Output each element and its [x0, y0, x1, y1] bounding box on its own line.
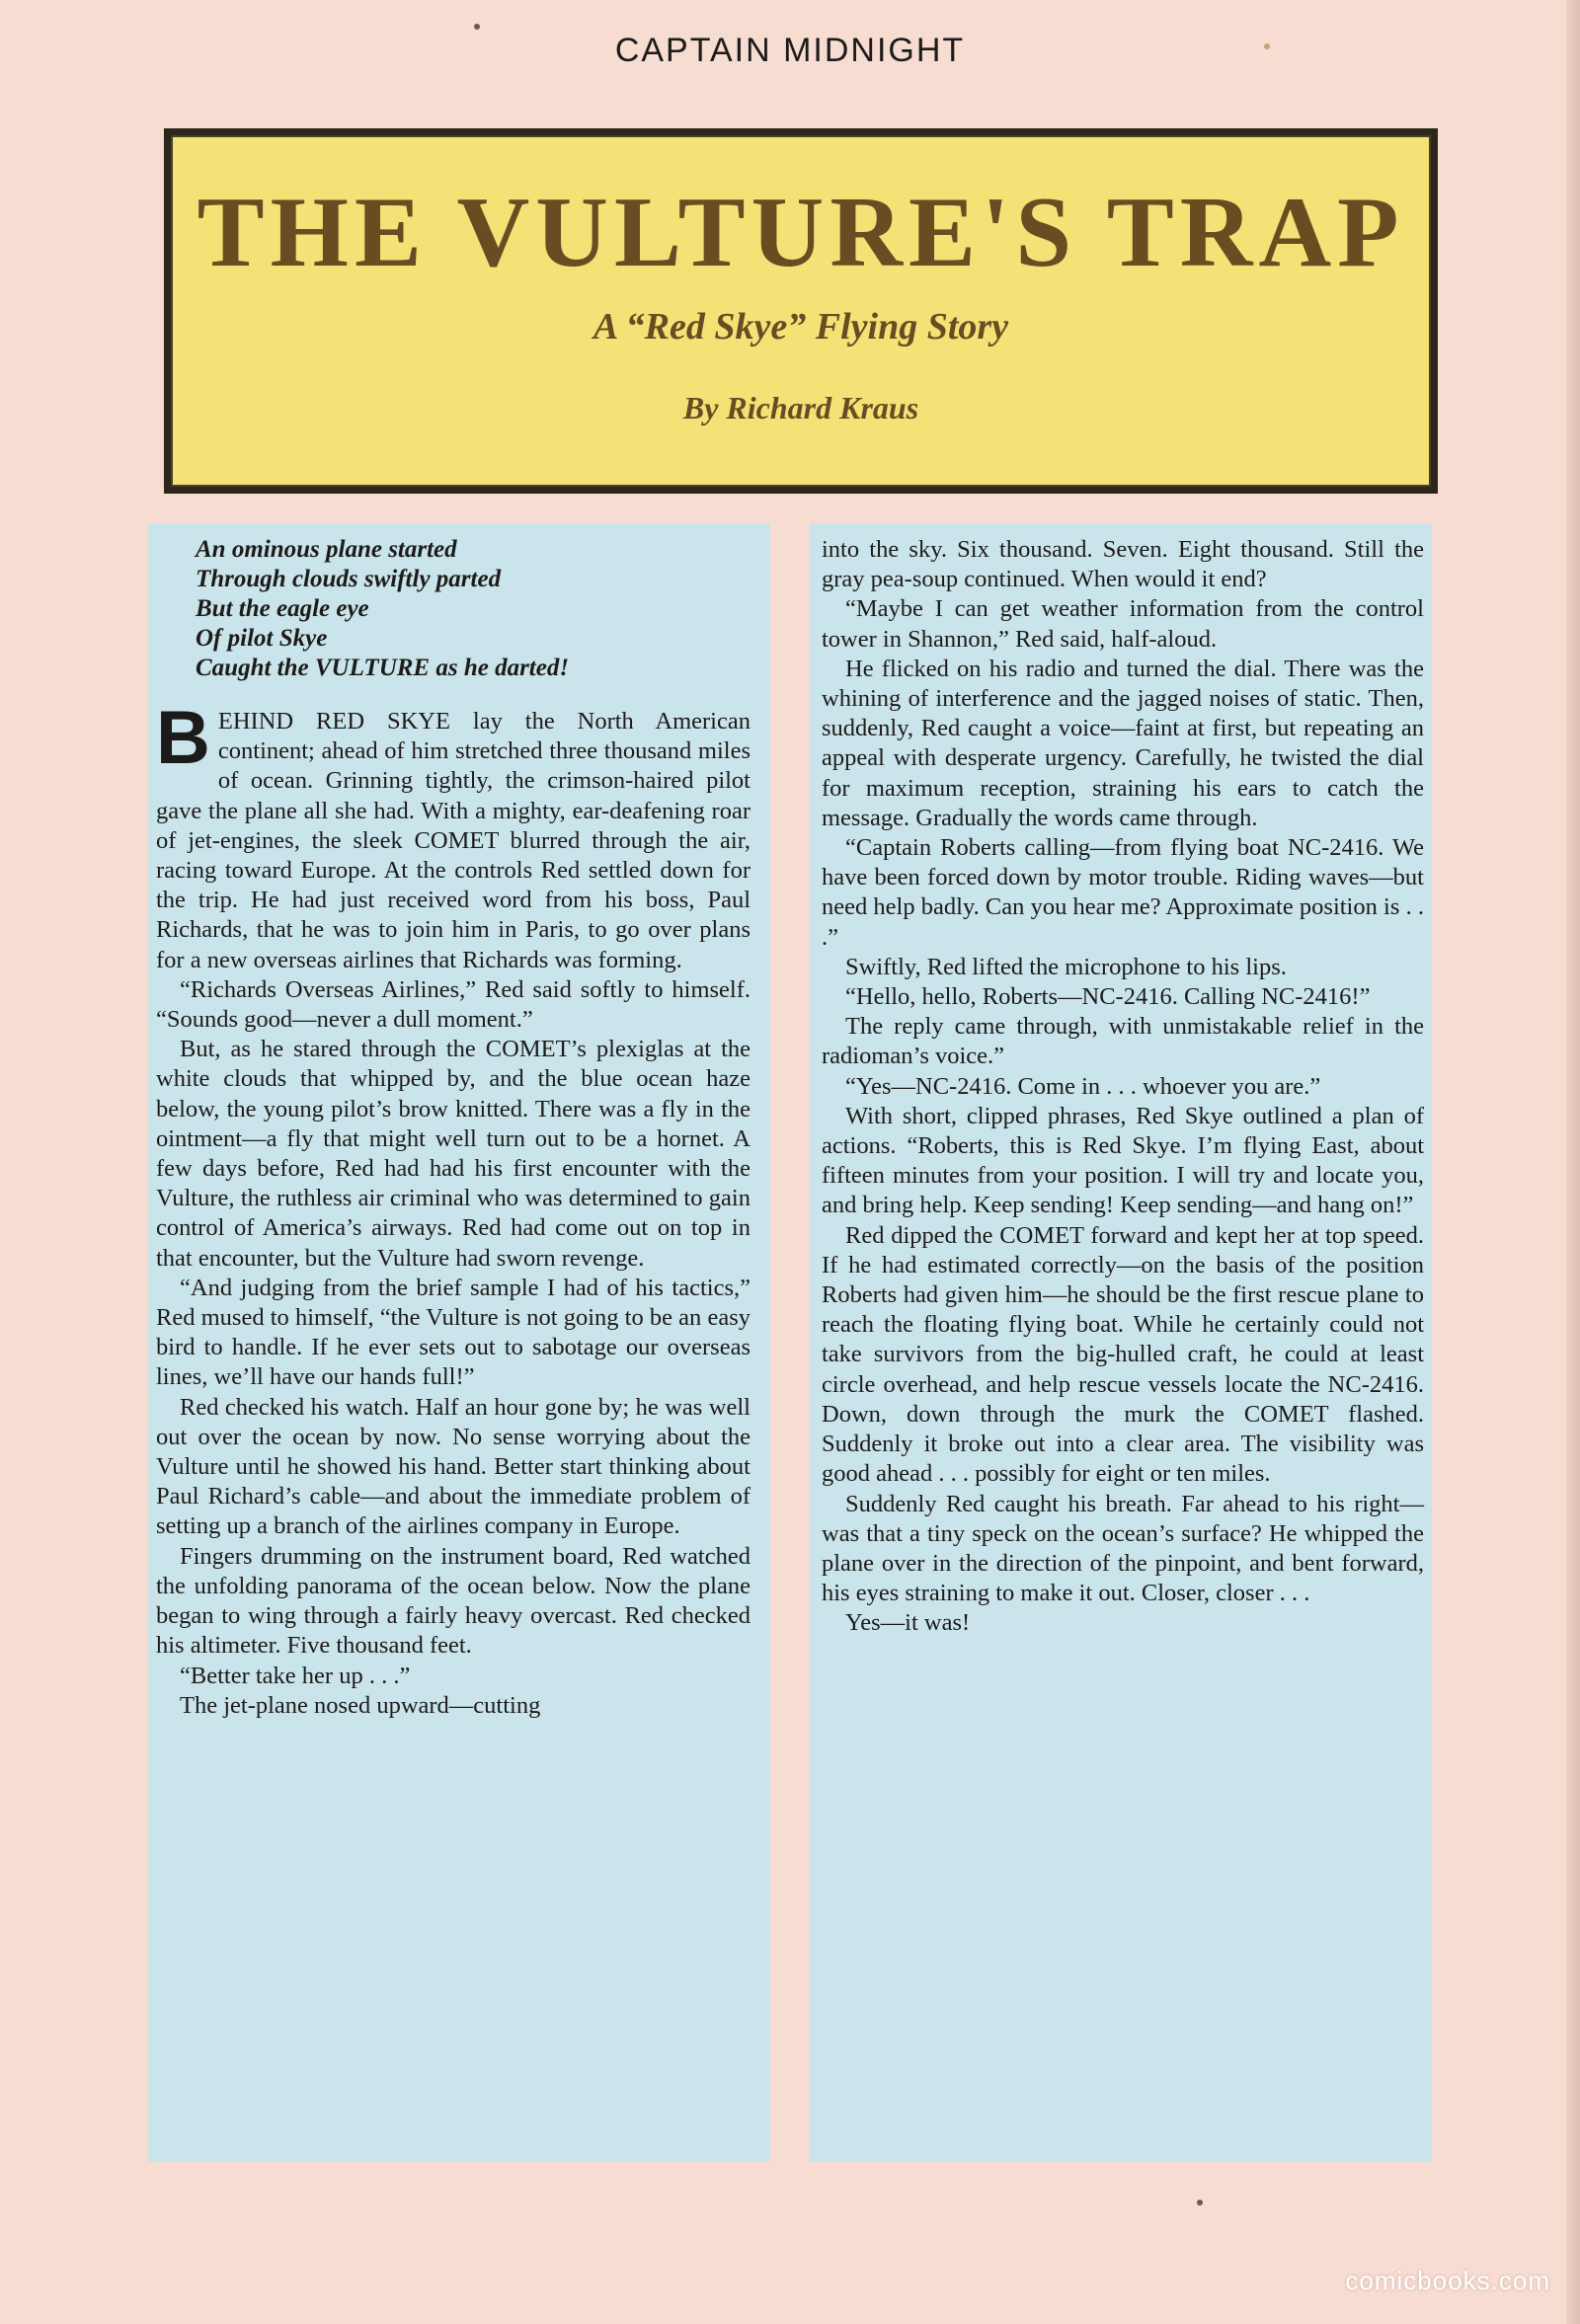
story-paragraph: “Maybe I can get weather information from the control tower in Shannon,” Red said, half-aloud.: [822, 595, 1424, 653]
story-paragraph: The reply came through, with unmistakable relief in the radioman’s voice.”: [822, 1013, 1424, 1070]
print-speck: [474, 24, 480, 30]
story-paragraph: Swiftly, Red lifted the microphone to his lips.: [845, 953, 1287, 980]
story-subtitle: A “Red Skye” Flying Story: [592, 306, 1009, 348]
story-paragraph: “Richards Overseas Airlines,” Red said softly to himself. “Sounds good—never a dull moment.”: [156, 975, 750, 1034]
story-paragraph: With short, clipped phrases, Red Skye outlined a plan of actions. “Roberts, this is Red Skye. I’m flying East, about fifteen minutes from your position. I will try and locate you, and bring help. Keep sending! Keep sending—and hang on!”: [822, 1102, 1424, 1219]
running-header: CAPTAIN MIDNIGHT: [614, 32, 966, 69]
story-byline: By Richard Kraus: [682, 390, 919, 426]
story-paragraph: BEHIND RED SKYE lay the North American continent; ahead of him stretched three thousand miles of ocean. Grinning tightly, the crimson-haired pilot gave the plane all she had. With a mighty, ear-deafening roar of jet-engines, the sleek COMET blurred through the air, racing toward Europe. At the controls Red settled down for the trip. He had just received word from his boss, Paul Richards, that he was to join him in Paris, to go over plans for a new overseas airlines that Richards was forming.: [156, 696, 750, 973]
story-paragraph: into the sky. Six thousand. Seven. Eight thousand. Still the gray pea-soup continued. When would it end?: [822, 536, 1424, 593]
story-paragraph: Suddenly Red caught his breath. Far ahead to his right—was that a tiny speck on the ocean’s surface? He whipped the plane over in the direction of the pinpoint, and bent forward, his eyes straining to make it out. Closer, closer . . .: [822, 1490, 1424, 1607]
print-speck: [1197, 2200, 1203, 2206]
poem-line: An ominous plane started: [196, 536, 457, 563]
intro-poem: [196, 535, 750, 683]
poem-line: Of pilot Skye: [196, 625, 328, 652]
story-paragraph: “Captain Roberts calling—from flying boat NC-2416. We have been forced down by motor trouble. Riding waves—but need help badly. Can you hear me? Approximate position is . . .”: [822, 834, 1424, 951]
story-paragraph: “And judging from the brief sample I had of his tactics,” Red mused to himself, “the Vulture is not going to be an easy bird to handle. If he ever sets out to sabotage our overseas lines, we’ll have our hands full!”: [156, 1274, 750, 1391]
story-title: THE VULTURE'S TRAP: [197, 177, 1405, 288]
story-paragraph: Red checked his watch. Half an hour gone by; he was well out over the ocean by now. No sense worrying about the Vulture until he showed his hand. Better start thinking about Paul Richard’s cable—and about the immediate problem of setting up a branch of the airlines company in Europe.: [156, 1393, 750, 1540]
story-paragraph: “Better take her up . . .”: [180, 1662, 411, 1689]
poem-line: Through clouds swiftly parted: [196, 566, 502, 592]
poem-line: Caught the VULTURE as he darted!: [196, 655, 570, 681]
story-paragraph: He flicked on his radio and turned the dial. There was the whining of interference and the jagged noises of static. Then, suddenly, Red caught a voice—faint at first, but repeating an appeal with desperate urgency. Carefully, he twisted the dial for maximum reception, straining his ears to catch the message. Gradually the words came through.: [822, 655, 1424, 831]
title-box: [164, 128, 1438, 494]
page-edge: [1566, 0, 1580, 2324]
drop-cap: B: [156, 696, 210, 780]
story-paragraph: “Hello, hello, Roberts—NC-2416. Calling NC-2416!”: [845, 983, 1371, 1011]
story-paragraph: “Yes—NC-2416. Come in . . . whoever you are.”: [845, 1072, 1321, 1100]
story-columns: [148, 523, 1432, 2162]
story-paragraph: Fingers drumming on the instrument board, Red watched the unfolding panorama of the ocean below. Now the plane began to wing through a fairly heavy overcast. Red checked his altimeter. Five thousand feet.: [156, 1542, 750, 1660]
story-paragraph: Red dipped the COMET forward and kept her at top speed. If he had estimated correctly—on the basis of the position Roberts had given him—he should be the first rescue plane to reach the floating flying boat. While he certainly could not take survivors from the big-hulled craft, he could at least circle overhead, and help rescue vessels locate the NC-2416. Down, down through the murk the COMET flashed. Suddenly it broke out into a clear area. The visibility was good ahead . . . possibly for eight or ten miles.: [822, 1221, 1424, 1488]
left-column: [148, 523, 770, 2162]
right-column: [810, 523, 1432, 2162]
story-paragraph: Yes—it was!: [845, 1609, 971, 1637]
site-watermark: comicbooks.com: [1345, 2266, 1550, 2295]
story-paragraph: The jet-plane nosed upward—cutting: [180, 1691, 541, 1719]
story-paragraph: But, as he stared through the COMET’s plexiglas at the white clouds that whipped by, and the blue ocean haze below, the young pilot’s brow knitted. There was a fly in the ointment—a fly that might well turn out to be a hornet. A few days before, Red had had his first encounter with the Vulture, the ruthless air criminal who was determined to gain control of America’s airways. Red had come out on top in that encounter, but the Vulture had sworn revenge.: [156, 1036, 750, 1272]
poem-line: But the eagle eye: [196, 595, 369, 622]
